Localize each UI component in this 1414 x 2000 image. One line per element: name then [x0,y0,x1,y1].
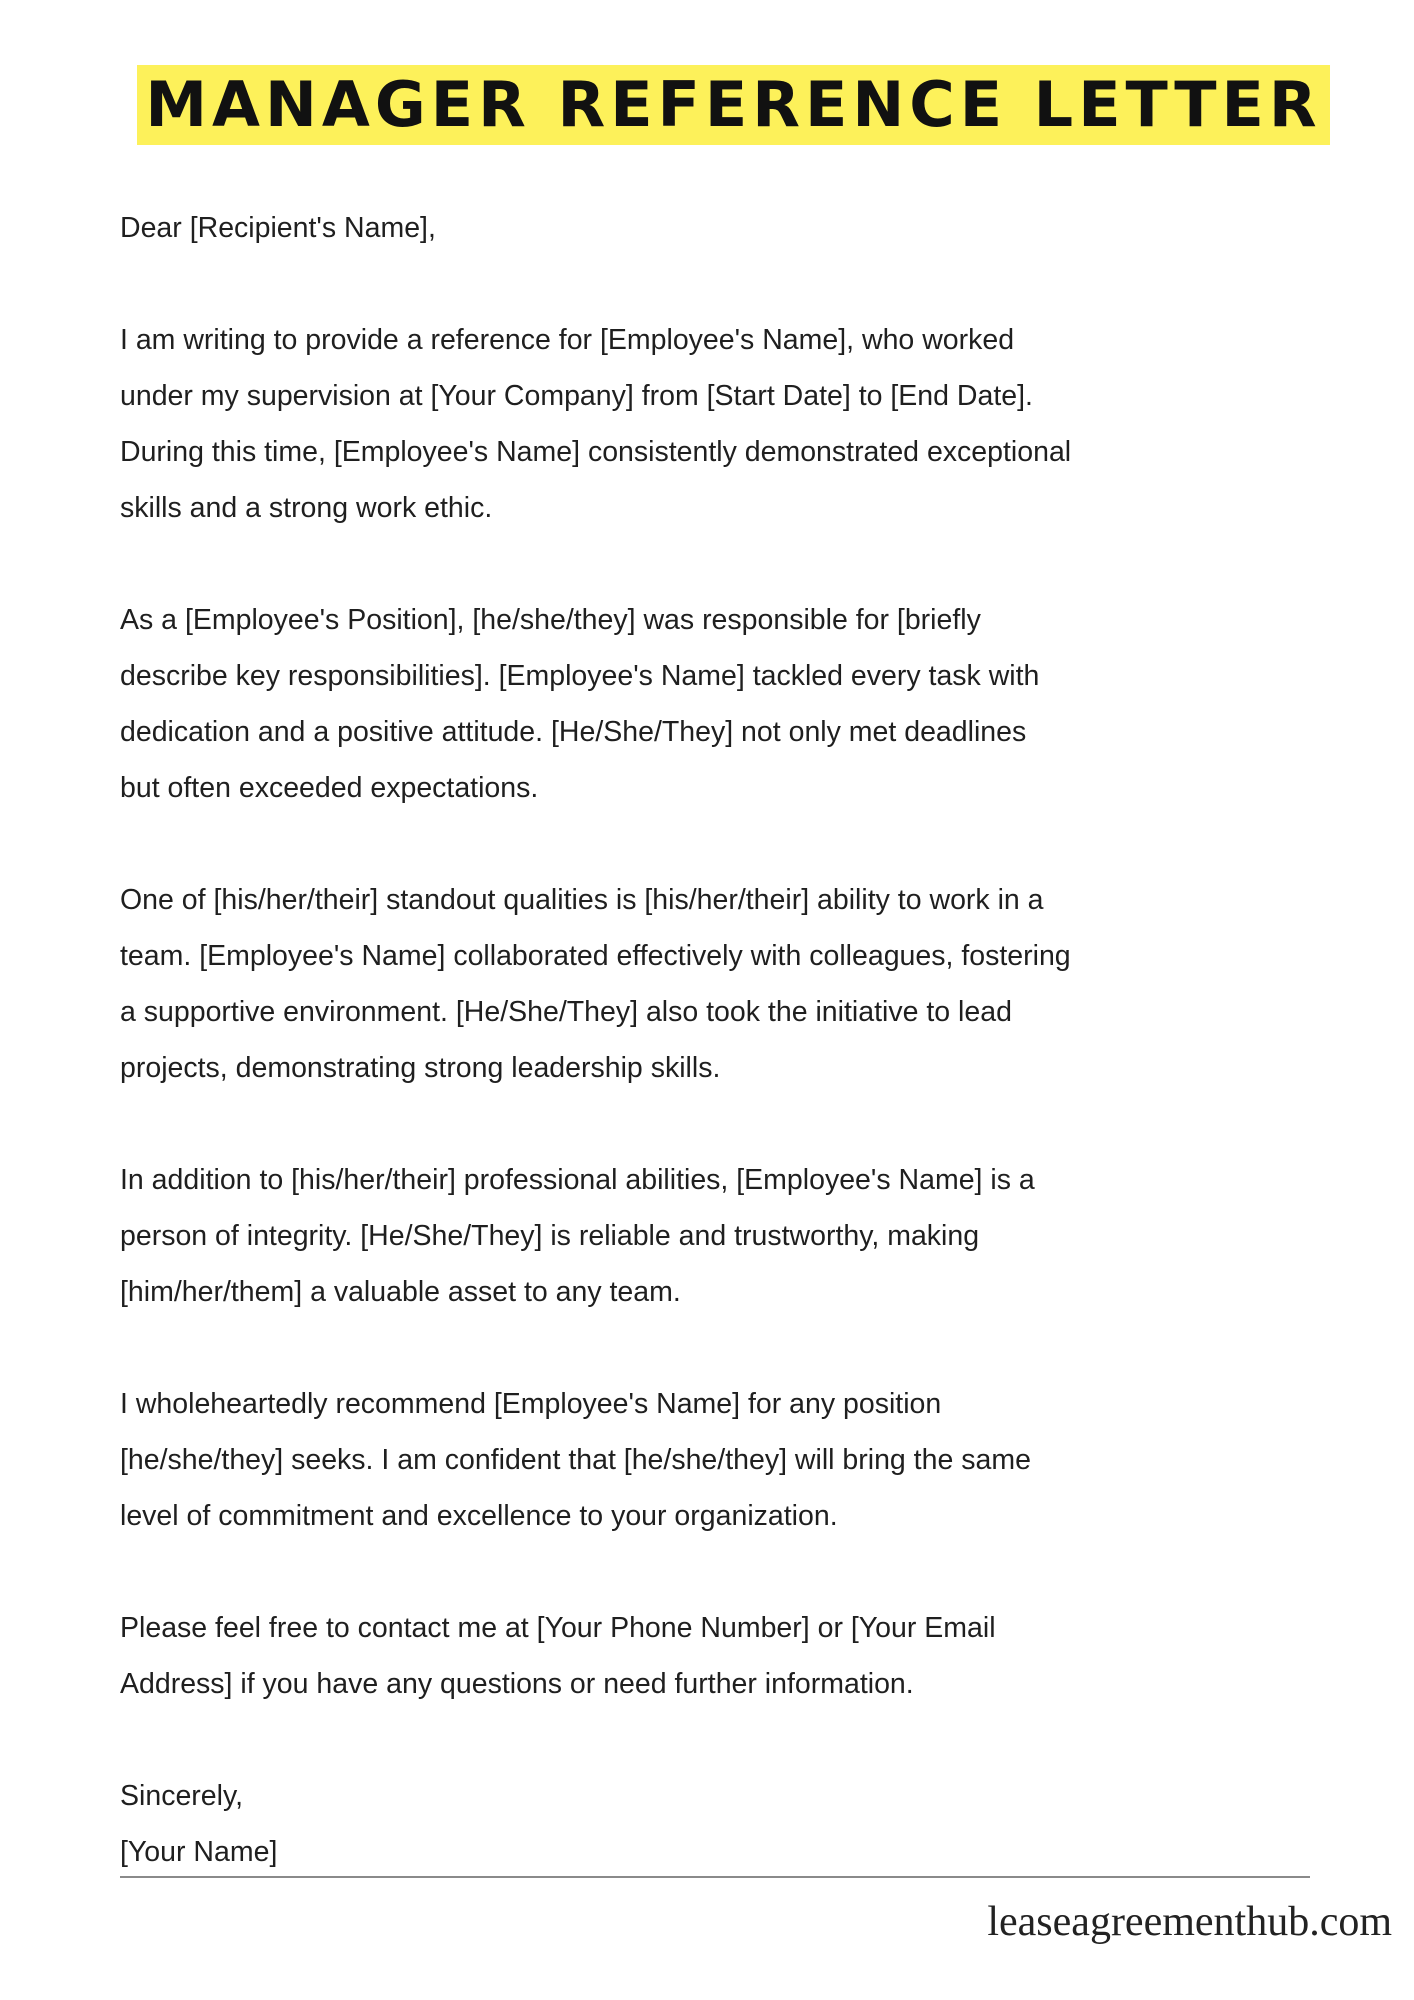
paragraph-line: a supportive environment. [He/She/They] also took the initiative to lead [120,996,1012,1028]
paragraph-intro [120,312,1320,536]
salutation-line: Dear [Recipient's Name], [120,212,436,244]
footer-divider [120,1876,1310,1878]
paragraph-recommendation [120,1376,1320,1544]
paragraph-line: In addition to [his/her/their] professional abilities, [Employee's Name] is a [120,1164,1035,1196]
letter-body [120,200,1320,1880]
paragraph-teamwork [120,872,1320,1096]
signature-name: [Your Name] [120,1836,278,1868]
paragraph-contact [120,1600,1320,1712]
paragraph-responsibilities [120,592,1320,816]
paragraph-line: Address] if you have any questions or need further information. [120,1668,914,1700]
paragraph-line: person of integrity. [He/She/They] is reliable and trustworthy, making [120,1220,980,1252]
paragraph-line: level of commitment and excellence to your organization. [120,1500,838,1532]
paragraph-line: team. [Employee's Name] collaborated effectively with colleagues, fostering [120,940,1071,972]
paragraph-line: projects, demonstrating strong leadership skills. [120,1052,721,1084]
paragraph-line: dedication and a positive attitude. [He/She/They] not only met deadlines [120,716,1027,748]
salutation [120,200,1320,256]
signoff [120,1768,1320,1880]
paragraph-line: I am writing to provide a reference for [Employee's Name], who worked [120,324,1015,356]
paragraph-line: During this time, [Employee's Name] consistently demonstrated exceptional [120,436,1072,468]
page-title: MANAGER REFERENCE LETTER [145,68,1322,141]
paragraph-line: As a [Employee's Position], [he/she/they] was responsible for [briefly [120,604,981,636]
paragraph-integrity [120,1152,1320,1320]
footer-website: leaseagreementhub.com [987,1899,1392,1945]
paragraph-line: One of [his/her/their] standout qualities is [his/her/their] ability to work in a [120,884,1044,916]
paragraph-line: skills and a strong work ethic. [120,492,493,524]
paragraph-line: I wholeheartedly recommend [Employee's Name] for any position [120,1388,942,1420]
closing: Sincerely, [120,1780,244,1812]
paragraph-line: but often exceeded expectations. [120,772,539,804]
paragraph-line: under my supervision at [Your Company] from [Start Date] to [End Date]. [120,380,1033,412]
paragraph-line: describe key responsibilities]. [Employee's Name] tackled every task with [120,660,1040,692]
paragraph-line: [him/her/them] a valuable asset to any team. [120,1276,681,1308]
paragraph-line: [he/she/they] seeks. I am confident that [he/she/they] will bring the same [120,1444,1031,1476]
paragraph-line: Please feel free to contact me at [Your Phone Number] or [Your Email [120,1612,996,1644]
